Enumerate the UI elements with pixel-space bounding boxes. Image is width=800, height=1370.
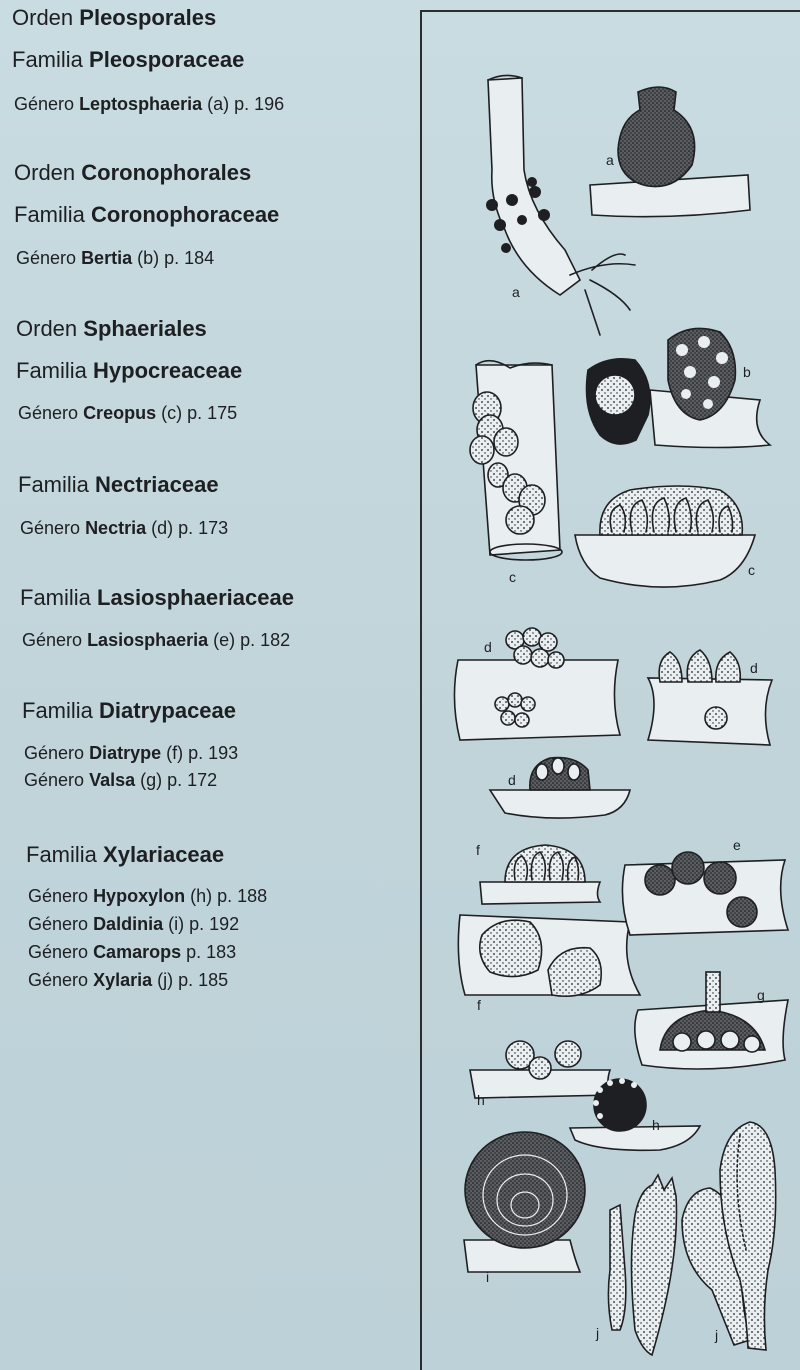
figure-a-perithecium — [590, 87, 750, 217]
order-line: Orden Sphaeriales — [16, 316, 207, 341]
label-d: d — [750, 660, 758, 676]
label-i: i — [486, 1269, 490, 1285]
family-line: Familia Lasiosphaeriaceae — [20, 585, 294, 610]
order-line: Orden Pleosporales — [12, 5, 217, 30]
figure-h-bark — [470, 1041, 612, 1098]
label-j: j — [715, 1327, 719, 1343]
label-a: a — [606, 152, 614, 168]
family-line: Familia Xylariaceae — [26, 842, 225, 867]
fungi-illustrations — [420, 10, 800, 1370]
label-b: b — [743, 364, 751, 380]
genus-line: Género Valsa (g) p. 172 — [24, 770, 218, 790]
genus-line: Género Leptosphaeria (a) p. 196 — [14, 94, 285, 114]
family-line: Familia Hypocreaceae — [16, 358, 243, 383]
figure-d-bark — [454, 628, 620, 740]
figure-f-section — [480, 845, 600, 904]
family-line: Familia Nectriaceae — [18, 472, 219, 497]
label-h: h — [477, 1092, 485, 1108]
label-j: j — [596, 1325, 600, 1341]
label-a: a — [512, 284, 520, 300]
label-e: e — [733, 837, 741, 853]
figure-f-bark — [458, 915, 640, 996]
genus-line: Género Creopus (c) p. 175 — [18, 403, 238, 423]
family-line: Familia Diatrypaceae — [22, 698, 237, 723]
figure-c-twig — [470, 361, 562, 560]
family-line: Familia Coronophoraceae — [14, 202, 280, 227]
genus-line: Género Diatrype (f) p. 193 — [24, 743, 239, 763]
label-c: c — [748, 562, 755, 578]
genus-line: Género Lasiosphaeria (e) p. 182 — [22, 630, 291, 650]
label-f: f — [477, 997, 481, 1013]
figure-b — [587, 328, 771, 447]
label-h: h — [652, 1117, 660, 1133]
figure-j-small — [608, 1175, 676, 1355]
figure-g — [635, 972, 788, 1069]
label-f: f — [476, 842, 480, 858]
genus-line: Género Xylaria (j) p. 185 — [28, 970, 229, 990]
label-c: c — [509, 569, 516, 585]
figure-c-section — [575, 486, 755, 587]
label-d: d — [508, 772, 516, 788]
figure-j-large — [682, 1122, 776, 1350]
order-line: Orden Coronophorales — [14, 160, 252, 185]
genus-line: Género Bertia (b) p. 184 — [16, 248, 215, 268]
figure-e — [622, 852, 788, 935]
label-d: d — [484, 639, 492, 655]
genus-line: Género Daldinia (i) p. 192 — [28, 914, 240, 934]
genus-line: Género Nectria (d) p. 173 — [20, 518, 229, 538]
genus-line: Género Camarops p. 183 — [28, 942, 237, 962]
figure-i — [464, 1132, 585, 1272]
genus-line: Género Hypoxylon (h) p. 188 — [28, 886, 268, 906]
label-g: g — [757, 987, 765, 1003]
family-line: Familia Pleosporaceae — [12, 47, 245, 72]
